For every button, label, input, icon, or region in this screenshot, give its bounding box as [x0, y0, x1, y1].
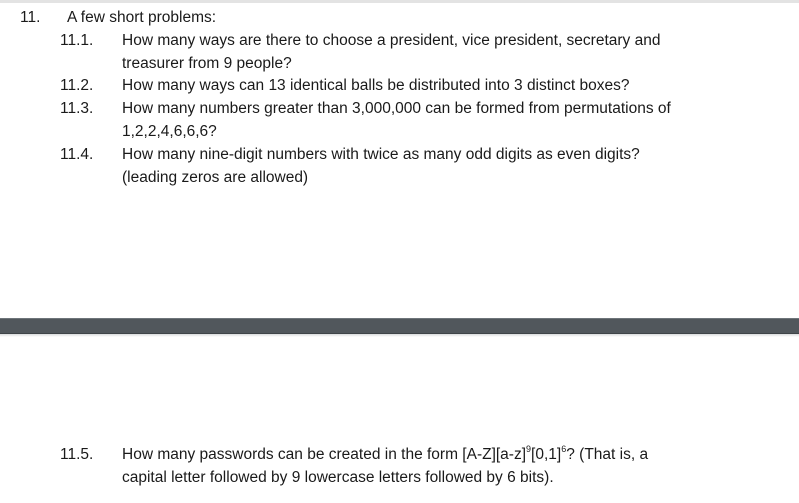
problem-text-segment: [0,1]: [531, 446, 562, 463]
section-number: 11.: [20, 9, 41, 26]
problem-text-11-4: [122, 143, 742, 189]
section-heading: A few short problems:: [67, 9, 217, 26]
problem-line: (leading zeros are allowed): [122, 169, 309, 186]
problem-line: 1,2,2,4,6,6,6?: [122, 123, 217, 140]
page-break-divider: [0, 318, 799, 334]
problem-line: How many ways are there to choose a president, vice president, secretary and: [122, 32, 661, 49]
problem-text-segment: How many passwords can be created in the form [A-Z][a-z]: [122, 446, 527, 463]
exponent: 6: [561, 443, 567, 454]
problem-line: How many ways can 13 identical balls be distributed into 3 distinct boxes?: [122, 77, 630, 94]
page-top-border: [0, 0, 799, 3]
problem-line: capital letter followed by 9 lowercase letters followed by 6 bits).: [122, 469, 554, 486]
page-break-shadow: [0, 334, 799, 337]
exponent: 9: [526, 443, 532, 454]
problem-line: [122, 443, 742, 466]
problem-number-11-3: 11.3.: [60, 100, 94, 117]
problem-line: How many nine-digit numbers with twice as many odd digits as even digits?: [122, 146, 640, 163]
problem-text-11-3: [122, 97, 742, 143]
problem-text-segment: ? (That is, a: [566, 446, 649, 463]
problem-number-11-5: 11.5.: [60, 446, 94, 463]
problem-number-11-2: 11.2.: [60, 77, 94, 94]
problem-text-11-2: [122, 74, 742, 97]
problem-text-11-5: [122, 443, 742, 489]
problem-number-11-1: 11.1.: [60, 32, 94, 49]
problem-number-11-4: 11.4.: [60, 146, 94, 163]
problem-line: treasurer from 9 people?: [122, 55, 292, 72]
problem-line: How many numbers greater than 3,000,000 can be formed from permutations of: [122, 100, 671, 117]
problem-text-11-1: [122, 29, 742, 75]
